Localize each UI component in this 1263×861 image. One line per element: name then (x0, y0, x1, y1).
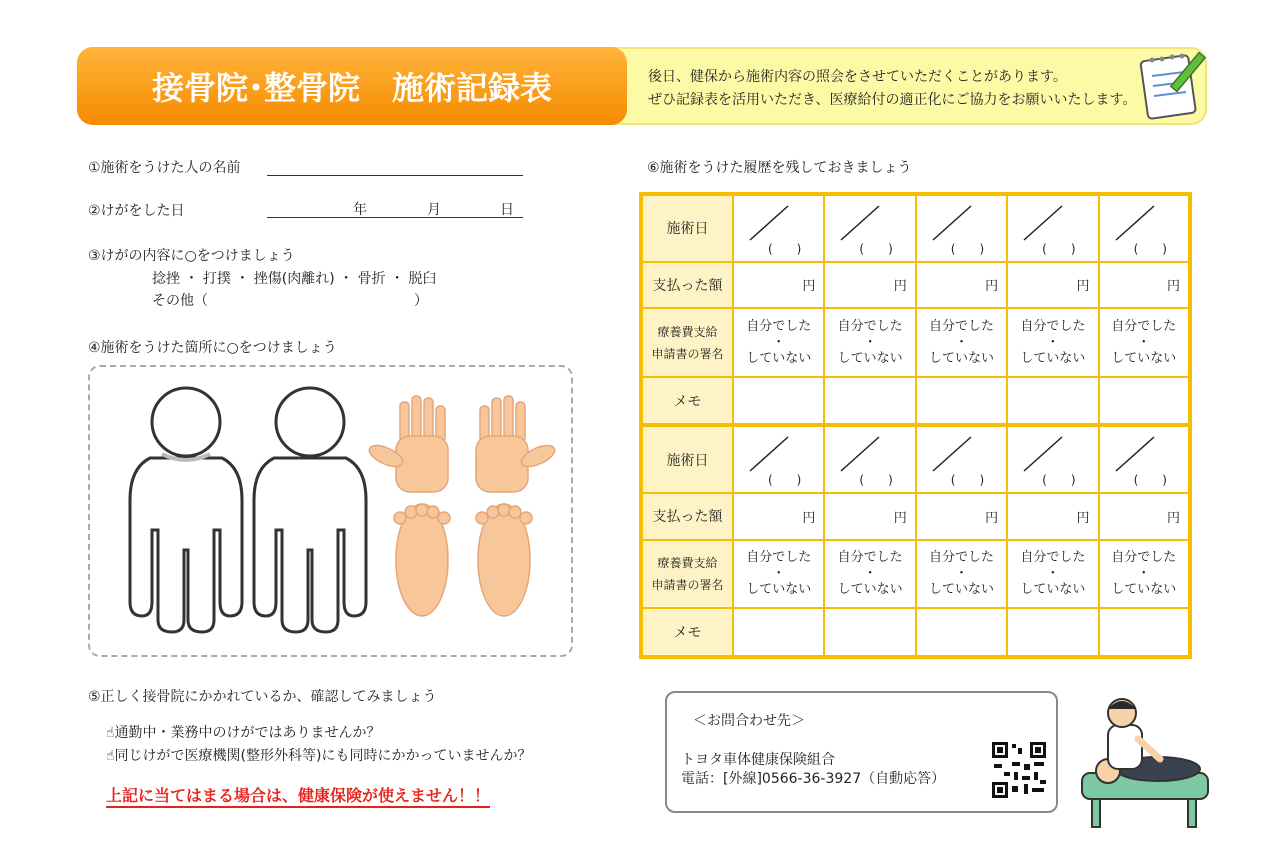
sig-option-did[interactable]: 自分でした (837, 318, 903, 334)
weekday-paren: ( ) (859, 473, 893, 488)
row-label-paid: 支払った額 (641, 262, 733, 309)
signature-cell[interactable] (733, 308, 824, 377)
signature-cell[interactable] (733, 540, 824, 609)
sig-option-did[interactable]: 自分でした (1111, 318, 1177, 334)
date-cell[interactable] (916, 425, 1007, 493)
signature-label-line-1: 療養費支給 (657, 556, 718, 571)
row-label-memo: メモ (641, 608, 733, 657)
signature-cell[interactable] (824, 308, 915, 377)
contact-heading: ＜お問合わせ先＞ (693, 713, 805, 729)
notice-line-1: 後日、健保から施術内容の照会をさせていただくことがあります。 (648, 69, 1067, 85)
date-slash-icon (1020, 435, 1066, 473)
signature-cell[interactable] (916, 540, 1007, 609)
contact-phone[interactable]: 電話：[外線]0566-36-3927（自動応答） (681, 771, 946, 787)
weekday-paren: ( ) (950, 473, 985, 488)
date-slash-icon (1112, 435, 1158, 473)
contact-org: トヨタ車体健康保険組合 (681, 752, 835, 768)
yen-unit: 円 (802, 279, 816, 295)
date-cell[interactable] (1099, 194, 1190, 262)
year-label: 年 (353, 202, 367, 218)
warning-text: 上記に当てはまる場合は、健康保険が使えません！！ (106, 783, 490, 808)
amount-cell[interactable] (733, 262, 824, 309)
body-back-figure (254, 388, 366, 632)
date-slash-icon (746, 204, 792, 242)
injury-other-close: ） (414, 293, 428, 309)
date-slash-icon (746, 435, 792, 473)
sig-option-didnot[interactable]: していない (1111, 350, 1177, 366)
sig-separator: ・ (954, 334, 968, 350)
signature-cell[interactable] (1007, 540, 1098, 609)
amount-cell[interactable] (824, 493, 915, 540)
sig-option-didnot[interactable]: していない (1111, 582, 1177, 598)
month-label: 月 (427, 202, 441, 218)
sig-option-did[interactable]: 自分でした (746, 550, 812, 566)
amount-cell[interactable] (1099, 262, 1190, 309)
injury-other-open: その他（ (152, 293, 208, 309)
header-notice (648, 66, 1136, 112)
weekday-paren: ( ) (1133, 473, 1167, 488)
check-item-2-text: 同じけがで医療機関(整形外科等)にも同時にかかっていませんか？ (114, 748, 532, 764)
date-slash-icon (837, 204, 883, 242)
memo-cell[interactable] (916, 608, 1007, 657)
q6-label: ⑥施術をうけた履歴を残しておきましょう (647, 160, 912, 176)
signature-cell[interactable] (916, 308, 1007, 377)
weekday-paren: ( ) (1133, 241, 1167, 256)
date-slash-icon (837, 435, 883, 473)
sig-separator: ・ (1137, 334, 1151, 350)
memo-cell[interactable] (1099, 608, 1190, 657)
body-diagram[interactable] (110, 380, 560, 640)
signature-cell[interactable] (1099, 308, 1190, 377)
date-cell[interactable] (824, 194, 915, 262)
sig-option-didnot[interactable]: していない (928, 350, 994, 366)
page-title: 接骨院･整骨院 施術記録表 (77, 47, 627, 125)
sig-option-didnot[interactable]: していない (1020, 350, 1086, 366)
date-cell[interactable] (916, 194, 1007, 262)
sig-separator: ・ (1137, 566, 1151, 582)
signature-cell[interactable] (824, 540, 915, 609)
sig-separator: ・ (1046, 566, 1060, 582)
date-slash-icon (1020, 204, 1066, 242)
sig-separator: ・ (1046, 334, 1060, 350)
right-hand-icon (476, 396, 558, 492)
amount-cell[interactable] (824, 262, 915, 309)
amount-cell[interactable] (1007, 493, 1098, 540)
sig-option-did[interactable]: 自分でした (837, 550, 903, 566)
memo-cell[interactable] (733, 377, 824, 426)
memo-cell[interactable] (824, 377, 915, 426)
q3-label: ③けがの内容に○をつけましょう (88, 248, 295, 264)
amount-cell[interactable] (1007, 262, 1098, 309)
signature-label-line-2: 申請書の署名 (651, 578, 724, 593)
yen-unit: 円 (1076, 279, 1090, 295)
signature-label-line-2: 申請書の署名 (651, 346, 724, 361)
date-cell[interactable] (1007, 425, 1098, 493)
date-cell[interactable] (1007, 194, 1098, 262)
weekday-paren: ( ) (1042, 241, 1076, 256)
notice-line-2: ぜひ記録表を活用いただき、医療給付の適正化にご協力をお願いいたします。 (648, 92, 1137, 108)
sig-option-didnot[interactable]: していない (746, 582, 812, 598)
sig-separator: ・ (954, 566, 968, 582)
right-foot-icon (476, 504, 532, 616)
qr-code-icon[interactable] (990, 740, 1048, 800)
signature-cell[interactable] (1099, 540, 1190, 609)
weekday-paren: ( ) (768, 473, 802, 488)
day-label: 日 (500, 202, 514, 218)
yen-unit: 円 (1166, 279, 1180, 295)
yen-unit: 円 (893, 279, 907, 295)
injury-date-line[interactable] (267, 216, 523, 218)
weekday-paren: ( ) (859, 241, 893, 256)
amount-cell[interactable] (916, 262, 1007, 309)
amount-cell[interactable] (1099, 493, 1190, 540)
check-item-2 (106, 745, 531, 765)
date-slash-icon (1112, 204, 1158, 242)
q2-label: ②けがをした日 (88, 203, 185, 219)
sig-option-didnot[interactable]: していない (746, 350, 812, 366)
q5-label: ⑤正しく接骨院にかかれているか、確認してみましょう (88, 689, 437, 705)
yen-unit: 円 (985, 510, 999, 526)
sig-separator: ・ (863, 566, 877, 582)
treatment-record-table (639, 192, 1192, 659)
yen-unit: 円 (802, 510, 816, 526)
q1-label: ①施術をうけた人の名前 (88, 160, 241, 176)
memo-cell[interactable] (1007, 377, 1098, 426)
row-label-memo: メモ (641, 377, 733, 426)
amount-cell[interactable] (733, 493, 824, 540)
yen-unit: 円 (893, 510, 907, 526)
yen-unit: 円 (1166, 510, 1180, 526)
sig-option-did[interactable]: 自分でした (1020, 318, 1086, 334)
check-item-1-text: 通勤中・業務中のけがではありませんか？ (114, 725, 381, 741)
row-label-signature (641, 308, 733, 377)
injury-type-options[interactable]: 捻挫 ・ 打撲 ・ 挫傷(肉離れ) ・ 骨折 ・ 脱臼 (152, 271, 437, 287)
row-label-date: 施術日 (641, 194, 733, 262)
sig-separator: ・ (772, 334, 786, 350)
weekday-paren: ( ) (1042, 473, 1076, 488)
date-cell[interactable] (1099, 425, 1190, 493)
body-front-figure (130, 388, 242, 632)
date-cell[interactable] (824, 425, 915, 493)
q4-label: ④施術をうけた箇所に○をつけましょう (88, 340, 337, 356)
sig-option-did[interactable]: 自分でした (928, 550, 994, 566)
sig-separator: ・ (863, 334, 877, 350)
pointing-hand-icon: ☝ (106, 748, 115, 764)
memo-cell[interactable] (824, 608, 915, 657)
row-label-signature (641, 540, 733, 609)
memo-cell[interactable] (733, 608, 824, 657)
date-cell[interactable] (733, 194, 824, 262)
row-label-paid: 支払った額 (641, 493, 733, 540)
weekday-paren: ( ) (768, 241, 802, 256)
memo-cell[interactable] (916, 377, 1007, 426)
sig-option-did[interactable]: 自分でした (746, 318, 812, 334)
left-hand-icon (366, 396, 448, 492)
date-slash-icon (929, 204, 975, 242)
sig-separator: ・ (772, 566, 786, 582)
sig-option-did[interactable]: 自分でした (1020, 550, 1086, 566)
memo-cell[interactable] (1099, 377, 1190, 426)
sig-option-didnot[interactable]: していない (928, 582, 994, 598)
yen-unit: 円 (985, 279, 999, 295)
memo-cell[interactable] (1007, 608, 1098, 657)
sig-option-did[interactable]: 自分でした (928, 318, 994, 334)
sig-option-didnot[interactable]: していない (1020, 582, 1086, 598)
massage-illustration (1078, 695, 1213, 835)
date-slash-icon (929, 435, 975, 473)
pointing-hand-icon: ☝ (106, 725, 115, 741)
sig-option-didnot[interactable]: していない (837, 350, 903, 366)
notepad-pencil-icon (1138, 46, 1212, 126)
date-cell[interactable] (733, 425, 824, 493)
weekday-paren: ( ) (950, 241, 985, 256)
signature-label-line-1: 療養費支給 (657, 324, 718, 339)
sig-option-didnot[interactable]: していない (837, 582, 903, 598)
name-field-line[interactable] (267, 174, 523, 176)
amount-cell[interactable] (916, 493, 1007, 540)
signature-cell[interactable] (1007, 308, 1098, 377)
yen-unit: 円 (1076, 510, 1090, 526)
check-item-1 (106, 722, 381, 742)
row-label-date: 施術日 (641, 425, 733, 493)
left-foot-icon (394, 504, 450, 616)
sig-option-did[interactable]: 自分でした (1111, 550, 1177, 566)
